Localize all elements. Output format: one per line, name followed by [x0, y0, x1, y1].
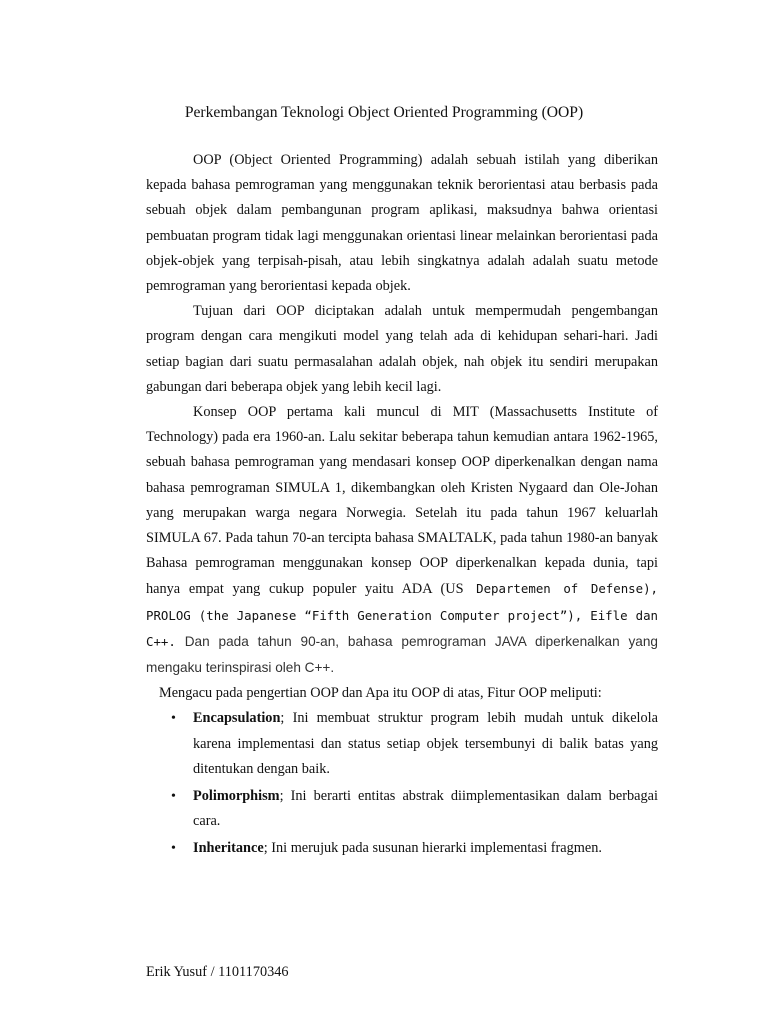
- feature-text: [193, 784, 658, 834]
- features-intro: Mengacu pada pengertian OOP dan Apa itu OOP di atas, Fitur OOP meliputi:: [159, 685, 602, 702]
- list-item-encapsulation: [146, 706, 658, 782]
- list-item-polimorphism: [146, 784, 658, 834]
- feature-term: Encapsulation: [193, 710, 281, 727]
- bullet-icon: •: [171, 711, 176, 727]
- paragraph-oop-history: [146, 400, 658, 681]
- history-serif-text: Konsep OOP pertama kali muncul di MIT (Massachusetts Institute of Technology) pada era 1960-an. Lalu sekitar beberapa tahun kemudian antara 1962-1965, sebuah bahasa pemrograman yang mendasari konsep OOP diperkenalkan dengan nama bahasa pemrograman SIMULA 1, dikembangkan oleh Kristen Nygaard dan Ole-Johan yang merupakan warga negara Norwegia. Setelah itu pada tahun 1967 keluarlah SIMULA 67. Pada tahun 70-an tercipta bahasa SMALTALK, pada tahun 1980-an banyak Bahasa pemrograman menggunakan konsep OOP diperkenalkan kepada dunia, tapi hanya empat yang cukup populer yaitu ADA (US: [146, 404, 658, 598]
- feature-term: Polimorphism: [193, 788, 280, 805]
- paragraph-oop-purpose: Tujuan dari OOP diciptakan adalah untuk mempermudah pengembangan program dengan cara mengikuti model yang telah ada di kehidupan sehari-hari. Jadi setiap bagian dari suatu permasalahan adalah objek, nah objek itu sendiri merupakan gabungan dari beberapa objek yang lebih kecil lagi.: [146, 303, 658, 395]
- paragraph-oop-definition: OOP (Object Oriented Programming) adalah sebuah istilah yang diberikan kepada bahasa pemrograman yang menggunakan teknik berorientasi atau berbasis pada sebuah objek dalam pembangunan program aplikasi, maksudnya bahwa orientasi pembuatan program tidak lagi menggunakan orientasi linear melainkan berorientasi pada objek-objek yang terpisah-pisah, atau lebih singkatnya adalah adalah suatu metode pemrograman yang berorientasi kepada objek.: [146, 152, 658, 295]
- feature-text: [193, 836, 658, 861]
- list-item-inheritance: [146, 836, 658, 861]
- bullet-icon: •: [171, 841, 176, 857]
- history-mono-text: Departemen of Defense), PROLOG (the Japanese “Fifth Generation Computer project”), Eifle dan C++.: [146, 581, 658, 649]
- bullet-icon: •: [171, 789, 176, 805]
- page-footer-author: Erik Yusuf / 1101170346: [146, 964, 289, 980]
- feature-description: ; Ini membuat struktur program lebih mudah untuk dikelola karena implementasi dan status setiap objek tersembunyi di balik batas yang ditentukan dengan baik.: [193, 710, 658, 777]
- document-body: [146, 148, 658, 862]
- feature-text: [193, 706, 658, 782]
- feature-term: Inheritance: [193, 840, 264, 857]
- history-sans-text: Dan pada tahun 90-an, bahasa pemrograman JAVA diperkenalkan yang mengaku terinspirasi oleh C++.: [146, 633, 658, 676]
- feature-list: [146, 706, 658, 861]
- feature-description: ; Ini merujuk pada susunan hierarki implementasi fragmen.: [263, 840, 602, 857]
- document-title: Perkembangan Teknologi Object Oriented Programming (OOP): [184, 104, 584, 121]
- feature-description: ; Ini berarti entitas abstrak diimplementasikan dalam berbagai cara.: [193, 788, 658, 830]
